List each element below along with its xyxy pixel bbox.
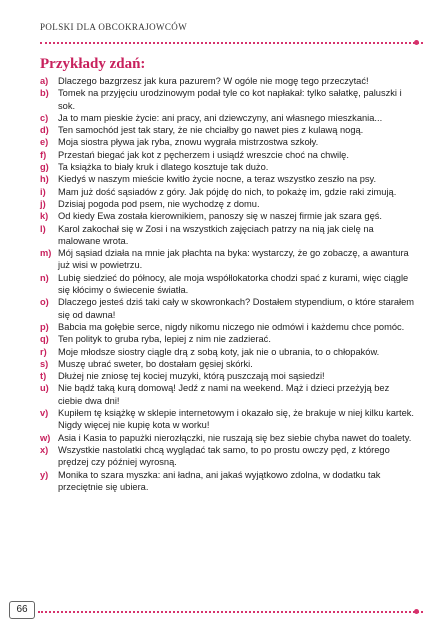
example-letter: q)	[40, 334, 49, 345]
footer-divider	[38, 611, 423, 613]
example-text: Mam już dość sąsiadów z góry. Jak pójdę do nich, to pokażę im, gdzie raki zimują.	[58, 186, 397, 197]
example-letter: r)	[40, 346, 47, 357]
example-text: Od kiedy Ewa została kierownikiem, panoszy się w naszej firmie jak szara gęś.	[58, 211, 382, 222]
example-text: Ten samochód jest tak stary, że nie chciałby go nawet pies z kulawą nogą.	[58, 125, 364, 136]
example-letter: g)	[40, 162, 49, 173]
example-text: Monika to szara myszka: ani ładna, ani jakaś wyjątkowo zdolna, w dodatku tak przeciętnie się ubiera.	[58, 469, 381, 492]
example-item	[40, 149, 415, 161]
example-item	[40, 136, 415, 148]
example-letter: d)	[40, 125, 49, 136]
example-letter: j)	[40, 198, 46, 209]
example-item	[40, 382, 415, 407]
example-text: Przestań biegać jak kot z pęcherzem i usiądź wreszcie choć na chwilę.	[58, 149, 349, 160]
example-text: Kiedyś w naszym mieście kwitło życie nocne, a teraz wszystko zeszło na psy.	[58, 174, 377, 185]
example-text: Lubię siedzieć do północy, ale moja współlokatorka chodzi spać z kurami, więc ciągle się kłócimy o świecenie światła.	[58, 272, 409, 296]
example-letter: l)	[40, 223, 46, 234]
example-text: Tomek na przyjęciu urodzinowym podał tyle co kot napłakał: tylko sałatkę, paluszki i sok.	[58, 88, 402, 111]
example-letter: f)	[40, 149, 47, 160]
example-letter: h)	[40, 174, 49, 185]
example-item	[40, 333, 415, 345]
example-text: Ta książka to biały kruk i dlatego kosztuje tak dużo.	[58, 162, 269, 173]
example-letter: v)	[40, 408, 49, 419]
example-item	[40, 75, 415, 87]
example-item	[40, 247, 415, 272]
example-text: Dlaczego jesteś dziś taki cały w skowronkach? Dostałem stypendium, o które starałem się od dawna!	[58, 297, 415, 320]
example-item	[40, 124, 415, 136]
example-item	[40, 321, 415, 333]
example-text: Moja siostra pływa jak ryba, znowu wygrała mistrzostwa szkoły.	[58, 137, 319, 148]
header-end-dot	[414, 40, 419, 45]
example-text: Wszystkie nastolatki chcą wyglądać tak samo, to po prostu owczy pęd, z którego prędzej czy później wyrosną.	[58, 444, 390, 468]
example-item	[40, 370, 415, 382]
example-item	[40, 173, 415, 185]
example-letter: n)	[40, 272, 49, 283]
example-item	[40, 432, 415, 444]
section-title: Przykłady zdań:	[40, 56, 146, 72]
example-letter: k)	[40, 211, 49, 222]
example-text: Babcia ma gołębie serce, nigdy nikomu niczego nie odmówi i każdemu chce pomóc.	[58, 321, 405, 332]
example-letter: p)	[40, 321, 49, 332]
example-item	[40, 198, 415, 210]
example-item	[40, 469, 415, 494]
example-letter: u)	[40, 383, 49, 394]
example-item	[40, 358, 415, 370]
example-item	[40, 407, 415, 432]
example-letter: e)	[40, 137, 49, 148]
example-letter: a)	[40, 76, 49, 86]
example-item	[40, 112, 415, 124]
example-text: Muszę ubrać sweter, bo dostałam gęsiej skórki.	[58, 358, 253, 369]
example-text: Ten polityk to gruba ryba, lepiej z nim nie zadzierać.	[58, 334, 271, 345]
example-item	[40, 444, 415, 469]
running-header: POLSKI DLA OBCOKRAJOWCÓW	[40, 22, 188, 32]
example-letter: s)	[40, 358, 49, 369]
example-text: Dlaczego bazgrzesz jak kura pazurem? W ogóle nie mogę tego przeczytać!	[58, 76, 369, 86]
example-text: Mój sąsiad działa na mnie jak płachta na byka: wystarczy, że go zobaczę, a awantura już wisi w powietrzu.	[58, 248, 409, 271]
example-letter: w)	[40, 432, 51, 443]
example-item	[40, 87, 415, 112]
example-letter: c)	[40, 112, 49, 123]
example-text: Dłużej nie zniosę tej kociej muzyki, którą puszczają moi sąsiedzi!	[58, 371, 325, 382]
page-number: 66	[9, 601, 35, 619]
example-letter: t)	[40, 371, 47, 382]
example-letter: y)	[40, 469, 49, 480]
example-item	[40, 186, 415, 198]
header-divider	[40, 42, 423, 44]
example-letter: b)	[40, 88, 49, 99]
example-letter: o)	[40, 297, 49, 308]
example-text: Karol zakochał się w Zosi i na wszystkich zajęciach patrzy na nią jak cielę na malowane wrota.	[58, 223, 374, 246]
example-text: Nie bądź taką kurą domową! Jedź z nami na weekend. Mąż i dzieci przeżyją bez ciebie dwa dni!	[58, 383, 390, 406]
example-item	[40, 223, 415, 248]
example-letter: x)	[40, 444, 49, 455]
example-item	[40, 296, 415, 321]
example-text: Ja to mam pieskie życie: ani pracy, ani dziewczyny, ani własnego mieszkania...	[58, 112, 383, 123]
example-item	[40, 272, 415, 297]
example-text: Dzisiaj pogoda pod psem, nie wychodzę z domu.	[58, 198, 260, 209]
example-item	[40, 161, 415, 173]
example-text: Kupiłem tę książkę w sklepie internetowym i okazało się, że brakuje w niej kilku kartek. Nigdy więcej nie kupię kota w worku!	[58, 408, 415, 431]
example-letter: i)	[40, 186, 46, 197]
example-text: Moje młodsze siostry ciągle drą z sobą koty, jak nie o ubrania, to o chłopaków.	[58, 346, 380, 357]
footer-end-dot	[414, 609, 419, 614]
example-letter: m)	[40, 248, 52, 259]
example-text: Asia i Kasia to papużki nierozłączki, nie ruszają się bez siebie chyba nawet do toalety.	[58, 432, 412, 443]
examples-list	[40, 75, 415, 493]
example-item	[40, 346, 415, 358]
example-item	[40, 210, 415, 222]
